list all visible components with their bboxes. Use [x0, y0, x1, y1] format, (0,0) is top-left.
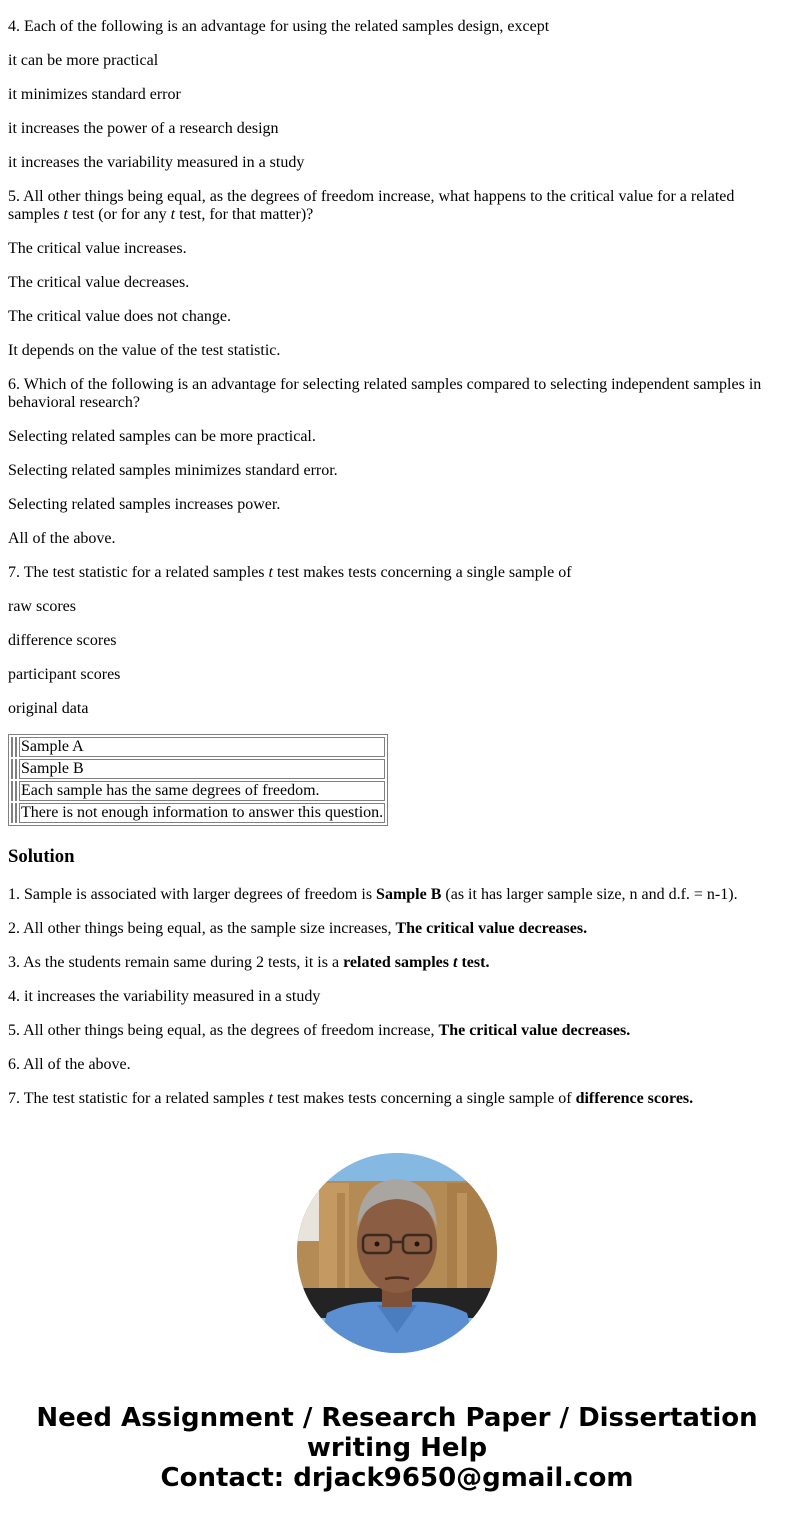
question-4: 4. Each of the following is an advantage for using the related samples design, except [8, 18, 550, 35]
question-5-option-1: The critical value increases. [8, 240, 187, 257]
question-4-option-1: it can be more practical [8, 52, 159, 69]
table-cell: Sample B [19, 759, 385, 779]
solution-item-4: 4. it increases the variability measured in a study [8, 988, 321, 1005]
question-6-option-2: Selecting related samples minimizes standard error. [8, 462, 338, 479]
promo-banner [0, 1403, 794, 1493]
empty-cell [11, 759, 13, 779]
empty-cell [15, 759, 17, 779]
question-4-option-4: it increases the variability measured in a study [8, 154, 305, 171]
cut-off-question-text [8, 0, 786, 8]
solution-item-2: 2. All other things being equal, as the sample size increases, The critical value decreases. [8, 920, 588, 937]
table-cell: Sample A [19, 737, 385, 757]
empty-cell [11, 803, 13, 823]
question-5-option-3: The critical value does not change. [8, 308, 232, 325]
table-row [11, 781, 385, 801]
question-6-option-1: Selecting related samples can be more practical. [8, 428, 316, 445]
question-5: 5. All other things being equal, as the degrees of freedom increase, what happens to the critical value for a related samples t test (or for any t test, for that matter)? [8, 188, 735, 223]
question-6: 6. Which of the following is an advantage for selecting related samples compared to selecting independent samples in behavioral research? [8, 376, 762, 411]
table-cell: There is not enough information to answer this question. [21, 804, 384, 821]
question-4-option-2: it minimizes standard error [8, 86, 181, 103]
question-5-option-4: It depends on the value of the test statistic. [8, 342, 281, 359]
question-7-option-2: difference scores [8, 632, 117, 649]
answer-options-table [8, 734, 388, 826]
question-7-option-3: participant scores [8, 666, 121, 683]
solution-item-7: 7. The test statistic for a related samples t test makes tests concerning a single sample of difference scores. [8, 1090, 694, 1107]
empty-cell [15, 781, 17, 801]
empty-cell [15, 803, 17, 823]
solution-heading: Solution [8, 846, 75, 867]
question-7-option-4: original data [8, 700, 89, 717]
question-7: 7. The test statistic for a related samples t test makes tests concerning a single sample of [8, 564, 572, 581]
solution-item-6: 6. All of the above. [8, 1056, 131, 1073]
empty-cell [11, 737, 13, 757]
promo-line-1: Need Assignment / Research Paper / Dissertation [36, 1403, 758, 1433]
tutor-avatar [297, 1153, 497, 1353]
promo-line-2: writing Help [306, 1433, 488, 1463]
portrait-photo-icon [297, 1153, 497, 1353]
empty-cell [11, 781, 13, 801]
table-row [11, 737, 385, 757]
promo-contact: Contact: drjack9650@gmail.com [160, 1463, 634, 1493]
table-row [11, 803, 385, 823]
solution-item-3: 3. As the students remain same during 2 tests, it is a related samples t test. [8, 954, 490, 971]
document-body [8, 0, 786, 1108]
question-6-option-3: Selecting related samples increases power. [8, 496, 281, 513]
question-5-option-2: The critical value decreases. [8, 274, 190, 291]
empty-cell [15, 737, 17, 757]
table-row [11, 759, 385, 779]
solution-item-1: 1. Sample is associated with larger degrees of freedom is Sample B (as it has larger sample size, n and d.f. = n-1). [8, 886, 738, 903]
table-cell: Each sample has the same degrees of freedom. [19, 781, 385, 801]
question-6-option-4: All of the above. [8, 530, 116, 547]
question-7-option-1: raw scores [8, 598, 76, 615]
solution-item-5: 5. All other things being equal, as the degrees of freedom increase, The critical value decreases. [8, 1022, 631, 1039]
question-4-option-3: it increases the power of a research design [8, 120, 279, 137]
